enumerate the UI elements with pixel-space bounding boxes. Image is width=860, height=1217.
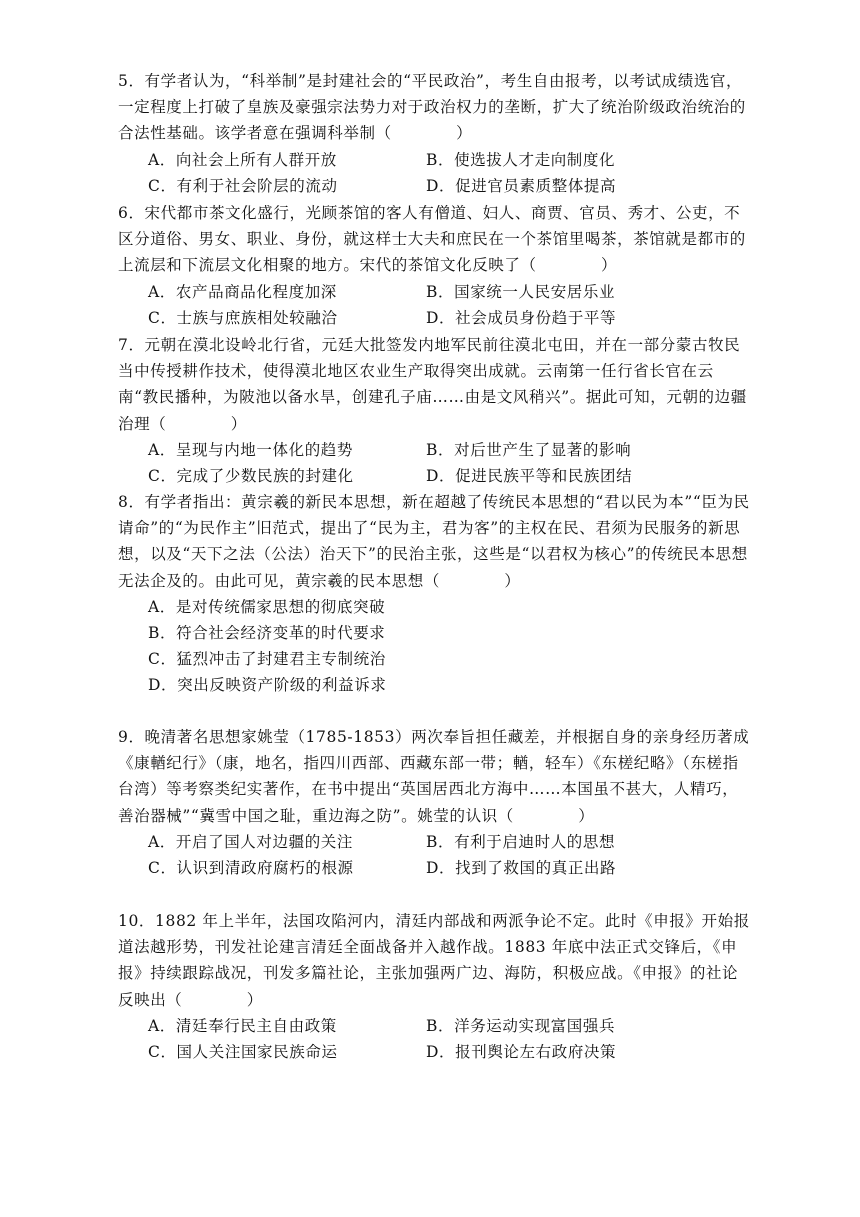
- option-d: D．促进官员素质整体提高: [426, 176, 617, 195]
- options-row-1: [118, 437, 750, 463]
- option-a: A．清廷奉行民主自由政策: [148, 1016, 337, 1035]
- option-a: A．是对传统儒家思想的彻底突破: [148, 597, 386, 616]
- option-b: B．洋务运动实现富国强兵: [426, 1016, 616, 1035]
- options-row-d: [118, 672, 750, 698]
- question-stem: 10．1882 年上半年，法国攻陷河内，清廷内部战和两派争论不定。此时《申报》开始报道法越形势，刊发社论建言清廷全面战备并入越作战。1883 年底中法正式交锋后，《申报》持续跟踪战况，刊发多篇社论，主张加强两广边、海防，积极应战。《申报》的社论反映出（ ）: [118, 912, 750, 1009]
- option-c: C．士族与庶族相处较融洽: [148, 308, 338, 327]
- option-a: A．农产品商品化程度加深: [148, 282, 337, 301]
- options-row-2: [118, 173, 750, 199]
- option-a: A．向社会上所有人群开放: [148, 150, 337, 169]
- options-row-2: [118, 305, 750, 331]
- options-row-1: [118, 147, 750, 173]
- option-b: B．使选拔人才走向制度化: [426, 150, 616, 169]
- option-a: A．开启了国人对边疆的关注: [148, 832, 353, 851]
- options-row-c: [118, 646, 750, 672]
- option-c: C．猛烈冲击了封建君主专制统治: [148, 650, 386, 669]
- option-b: B．对后世产生了显著的影响: [426, 440, 632, 459]
- option-c: C．完成了少数民族的封建化: [148, 467, 354, 486]
- question-10: [118, 908, 750, 1065]
- question-9: [118, 724, 750, 881]
- option-d: D．找到了救国的真正出路: [426, 859, 617, 878]
- question-stem: 6．宋代都市茶文化盛行，光顾茶馆的客人有僧道、妇人、商贾、官员、秀才、公吏，不区分道俗、男女、职业、身份，就这样士大夫和庶民在一个茶馆里喝茶，茶馆就是都市的上流层和下流层文化相聚的地方。宋代的茶馆文化反映了（ ）: [118, 204, 746, 275]
- options-row-1: [118, 829, 750, 855]
- question-6: [118, 200, 750, 331]
- question-7: [118, 332, 750, 489]
- options-row-2: [118, 463, 750, 489]
- option-b: B．有利于启迪时人的思想: [426, 832, 616, 851]
- options-row-b: [118, 620, 750, 646]
- option-d: D．促进民族平等和民族团结: [426, 467, 633, 486]
- options-row-1: [118, 279, 750, 305]
- option-d: D．报刊舆论左右政府决策: [426, 1043, 617, 1062]
- question-5: [118, 68, 750, 199]
- option-b: B．符合社会经济变革的时代要求: [148, 624, 386, 643]
- question-stem: 5．有学者认为，“科举制”是封建社会的“平民政治”，考生自由报考，以考试成绩选官，一定程度上打破了皇族及豪强宗法势力对于政治权力的垄断，扩大了统治阶级政治统治的合法性基础。该学者意在强调科举制（ ）: [118, 72, 746, 143]
- options-row-2: [118, 1039, 750, 1065]
- option-d: D．社会成员身份趋于平等: [426, 308, 617, 327]
- question-8: [118, 489, 750, 699]
- option-c: C．国人关注国家民族命运: [148, 1043, 338, 1062]
- question-stem: 7．元朝在漠北设岭北行省，元廷大批签发内地军民前往漠北屯田，并在一部分蒙古牧民当中传授耕作技术，使得漠北地区农业生产取得突出成就。云南第一任行省长官在云南“教民播种，为陂池以备水旱，创建孔子庙……由是文风稍兴”。据此可知，元朝的边疆治理（ ）: [118, 336, 747, 433]
- question-stem: 9．晚清著名思想家姚莹（1785-1853）两次奉旨担任藏差，并根据自身的亲身经历著成《康輶纪行》（康，地名，指四川西部、西藏东部一带；輶，轻车）《东槎纪略》（东槎指台湾）等考察类纪实著作，在书中提出“英国居西北方海中……本国虽不甚大，人精巧，善治器械”“冀雪中国之耻，重边海之防”。姚莹的认识（ ）: [118, 728, 750, 825]
- option-c: C．认识到清政府腐朽的根源: [148, 859, 354, 878]
- options-row-1: [118, 1013, 750, 1039]
- options-row-a: [118, 594, 750, 620]
- option-c: C．有利于社会阶层的流动: [148, 176, 338, 195]
- option-b: B．国家统一人民安居乐业: [426, 282, 616, 301]
- option-d: D．突出反映资产阶级的利益诉求: [148, 676, 387, 695]
- question-stem: 8．有学者指出：黄宗羲的新民本思想，新在超越了传统民本思想的“君以民为本”“臣为民请命”的“为民作主”旧范式，提出了“民为主，君为客”的主权在民、君须为民服务的新思想，以及“天下之法（公法）治天下”的民治主张，这些是“以君权为核心”的传统民本思想无法企及的。由此可见，黄宗羲的民本思想（ ）: [118, 493, 750, 590]
- option-a: A．呈现与内地一体化的趋势: [148, 440, 353, 459]
- options-row-2: [118, 855, 750, 881]
